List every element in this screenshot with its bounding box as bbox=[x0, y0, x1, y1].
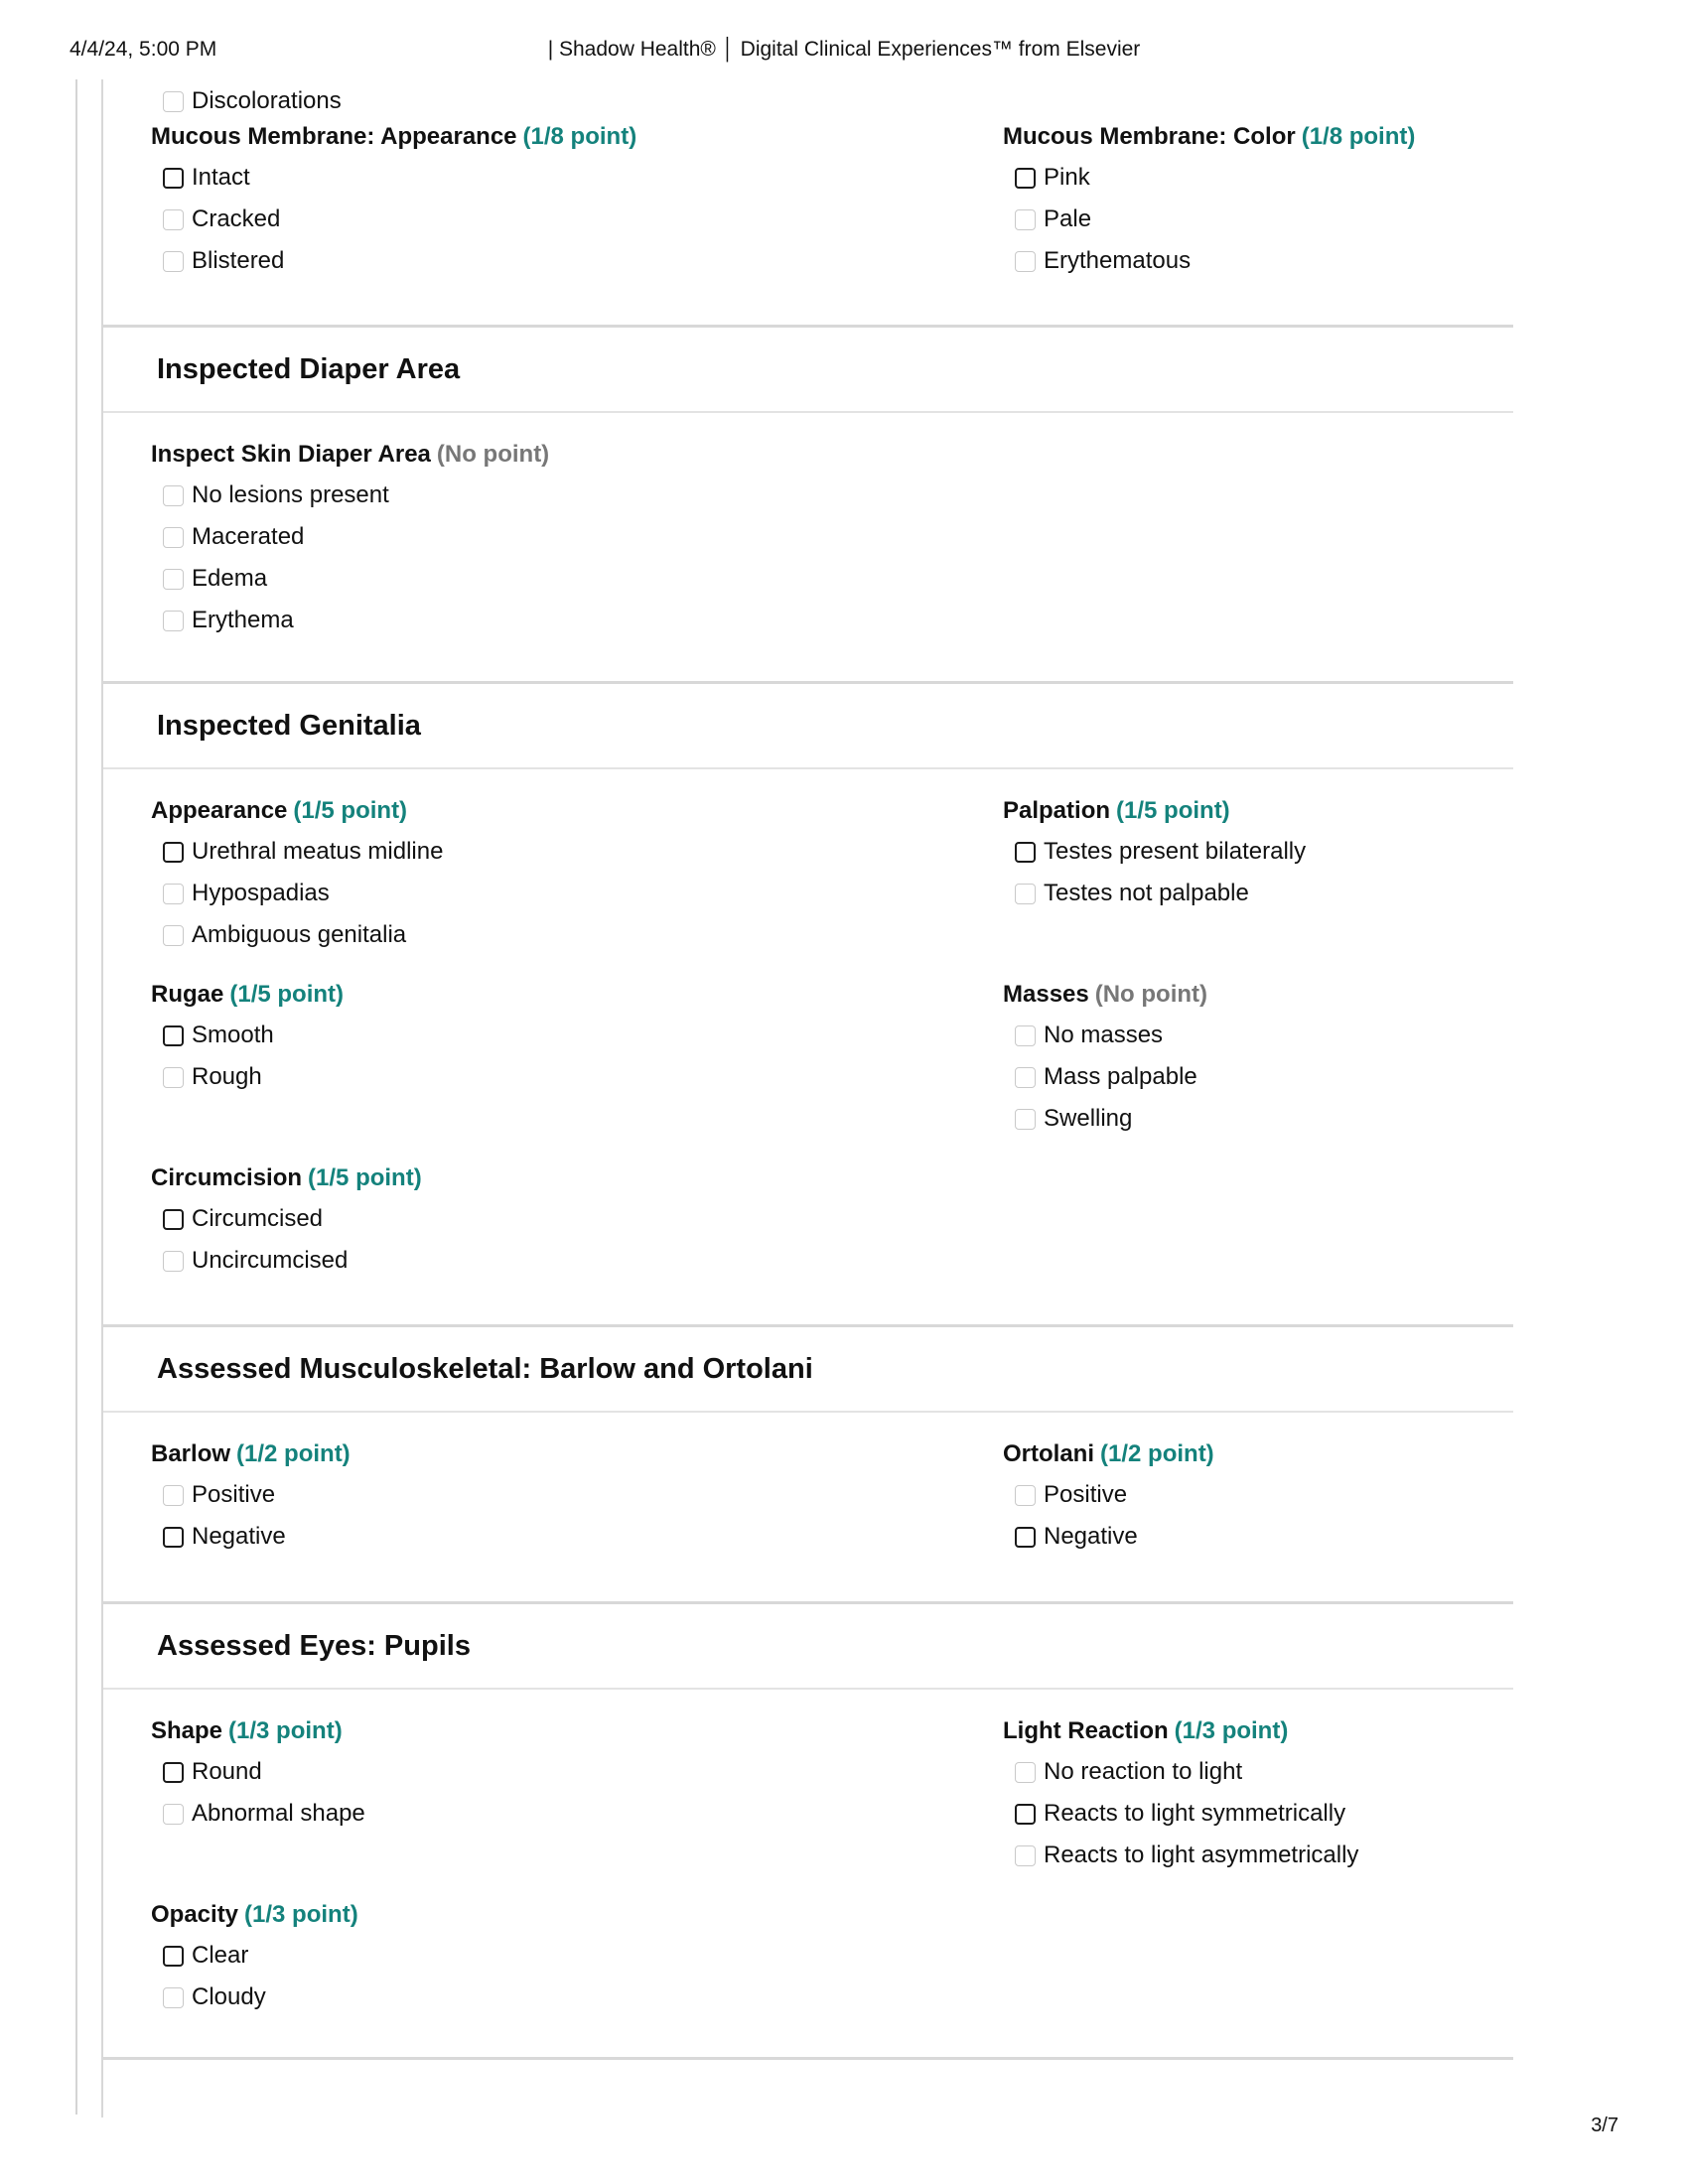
checkbox-option[interactable] bbox=[1015, 1056, 1688, 1098]
section-title: Assessed Musculoskeletal: Barlow and Ortolani bbox=[157, 1352, 813, 1385]
question-label bbox=[151, 975, 866, 1015]
option-label: Swelling bbox=[1044, 1105, 1133, 1132]
checkbox-option[interactable] bbox=[163, 199, 866, 240]
question-label bbox=[151, 1895, 866, 1935]
checkbox-option[interactable] bbox=[1015, 1835, 1688, 1876]
question-masses bbox=[1003, 975, 1688, 1140]
checkbox-option[interactable] bbox=[1015, 1793, 1688, 1835]
points-badge: (1/3 point) bbox=[228, 1717, 343, 1744]
checkbox-icon[interactable] bbox=[163, 611, 184, 631]
option-label: Pale bbox=[1044, 205, 1092, 232]
checkbox-icon[interactable] bbox=[1015, 209, 1036, 230]
question-rugae bbox=[151, 975, 866, 1098]
checkbox-option[interactable] bbox=[1015, 1751, 1688, 1793]
question-title: Light Reaction bbox=[1003, 1717, 1169, 1744]
option-label: Circumcised bbox=[192, 1205, 324, 1232]
option-label: Macerated bbox=[192, 523, 305, 550]
checkbox-option[interactable] bbox=[163, 475, 866, 516]
checkbox-icon[interactable] bbox=[163, 1025, 184, 1046]
checkbox-option[interactable] bbox=[163, 600, 866, 641]
checkbox-option[interactable] bbox=[1015, 1098, 1688, 1140]
checkbox-option[interactable] bbox=[163, 1015, 866, 1056]
question-label bbox=[1003, 1711, 1688, 1751]
option-label: Round bbox=[192, 1758, 262, 1785]
question-mucous-appearance bbox=[151, 117, 866, 282]
checkbox-icon[interactable] bbox=[163, 527, 184, 548]
checkbox-icon[interactable] bbox=[1015, 1025, 1036, 1046]
checkbox-option[interactable] bbox=[1015, 240, 1688, 282]
question-palpation bbox=[1003, 791, 1688, 914]
option-label: Rough bbox=[192, 1063, 262, 1090]
section-musculoskeletal bbox=[101, 1324, 1513, 1605]
option-label: Blistered bbox=[192, 247, 285, 274]
option-label: Pink bbox=[1044, 164, 1090, 191]
checkbox-icon[interactable] bbox=[163, 1485, 184, 1506]
checkbox-option[interactable] bbox=[163, 1793, 866, 1835]
checkbox-option[interactable] bbox=[163, 1935, 866, 1977]
checkbox-option[interactable] bbox=[163, 1198, 866, 1240]
checkbox-icon[interactable] bbox=[1015, 1109, 1036, 1130]
question-barlow bbox=[151, 1434, 866, 1558]
question-label bbox=[1003, 117, 1688, 157]
points-badge: (1/3 point) bbox=[1174, 1717, 1289, 1744]
option-label: Abnormal shape bbox=[192, 1800, 365, 1827]
option-label: Positive bbox=[1044, 1481, 1128, 1508]
checkbox-option[interactable] bbox=[163, 831, 866, 873]
section-title: Assessed Eyes: Pupils bbox=[157, 1629, 471, 1662]
section-genitalia bbox=[101, 681, 1513, 1324]
question-label bbox=[1003, 1434, 1688, 1474]
option-label: Negative bbox=[1044, 1523, 1138, 1550]
points-badge: (1/5 point) bbox=[308, 1164, 422, 1191]
checkbox-option[interactable] bbox=[163, 873, 866, 914]
checkbox-option[interactable] bbox=[1015, 1474, 1688, 1516]
question-title: Barlow bbox=[151, 1440, 231, 1467]
checkbox-icon[interactable] bbox=[163, 209, 184, 230]
option-label: Hypospadias bbox=[192, 880, 330, 906]
checkbox-icon[interactable] bbox=[163, 1209, 184, 1230]
checkbox-option[interactable] bbox=[163, 1056, 866, 1098]
option-label: No reaction to light bbox=[1044, 1758, 1243, 1785]
checkbox-icon[interactable] bbox=[163, 251, 184, 272]
question-label bbox=[1003, 791, 1688, 831]
option-label: Cracked bbox=[192, 205, 281, 232]
question-title: Mucous Membrane: Appearance bbox=[151, 123, 517, 150]
checkbox-icon[interactable] bbox=[1015, 251, 1036, 272]
checkbox-icon[interactable] bbox=[163, 168, 184, 189]
question-skin-diaper-area bbox=[151, 435, 866, 641]
question-title: Inspect Skin Diaper Area bbox=[151, 441, 431, 468]
section-next-partial bbox=[101, 2057, 1513, 2117]
checkbox-icon[interactable] bbox=[1015, 1804, 1036, 1825]
checkbox-option[interactable] bbox=[163, 1240, 866, 1282]
question-light-reaction bbox=[1003, 1711, 1688, 1876]
question-title: Palpation bbox=[1003, 797, 1111, 824]
checkbox-icon[interactable] bbox=[163, 569, 184, 590]
checkbox-option[interactable] bbox=[1015, 199, 1688, 240]
page-title: | Shadow Health® │ Digital Clinical Experiences™ from Elsevier bbox=[547, 38, 1141, 61]
question-title: Circumcision bbox=[151, 1164, 303, 1191]
option-label: Edema bbox=[192, 565, 268, 592]
question-circumcision bbox=[151, 1159, 866, 1282]
outer-border bbox=[75, 79, 77, 2115]
question-title: Opacity bbox=[151, 1901, 239, 1928]
points-badge: (No point) bbox=[1094, 981, 1208, 1008]
checkbox-icon[interactable] bbox=[1015, 1485, 1036, 1506]
option-label: Intact bbox=[192, 164, 250, 191]
question-title: Masses bbox=[1003, 981, 1089, 1008]
question-opacity bbox=[151, 1895, 866, 2018]
checkbox-option[interactable] bbox=[1015, 157, 1688, 199]
checkbox-option[interactable] bbox=[163, 558, 866, 600]
checkbox-option[interactable] bbox=[1015, 1015, 1688, 1056]
checkbox-option[interactable] bbox=[163, 157, 866, 199]
checkbox-icon[interactable] bbox=[163, 1527, 184, 1548]
checkbox-icon[interactable] bbox=[1015, 1067, 1036, 1088]
option-label: Discolorations bbox=[192, 87, 342, 114]
checkbox-option[interactable] bbox=[163, 1751, 866, 1793]
checkbox-icon[interactable] bbox=[163, 1946, 184, 1967]
checkbox-icon[interactable] bbox=[1015, 168, 1036, 189]
option-label: Negative bbox=[192, 1523, 286, 1550]
section-continuation bbox=[101, 79, 1513, 328]
question-label bbox=[151, 117, 866, 157]
question-label bbox=[151, 1159, 866, 1198]
section-title: Inspected Genitalia bbox=[157, 709, 421, 742]
option-label: Testes present bilaterally bbox=[1044, 838, 1307, 865]
question-mucous-color bbox=[1003, 117, 1688, 282]
option-label: Positive bbox=[192, 1481, 276, 1508]
section-header bbox=[103, 684, 1513, 769]
option-label: Erythematous bbox=[1044, 247, 1192, 274]
checkbox-option[interactable] bbox=[1015, 831, 1688, 873]
section-diaper-area bbox=[101, 325, 1513, 685]
checkbox-icon[interactable] bbox=[163, 1251, 184, 1272]
option-label: Cloudy bbox=[192, 1983, 266, 2010]
checkbox-option[interactable] bbox=[163, 516, 866, 558]
option-label: No masses bbox=[1044, 1022, 1164, 1048]
checkbox-option[interactable] bbox=[1015, 1516, 1688, 1558]
question-label bbox=[151, 791, 866, 831]
question-label bbox=[1003, 975, 1688, 1015]
section-title: Inspected Diaper Area bbox=[157, 352, 461, 385]
option-label: Erythema bbox=[192, 607, 294, 633]
points-badge: (1/2 point) bbox=[236, 1440, 351, 1467]
option-label: No lesions present bbox=[192, 481, 389, 508]
checkbox-icon[interactable] bbox=[163, 925, 184, 946]
checkbox-option[interactable] bbox=[163, 1977, 866, 2018]
section-header bbox=[103, 328, 1513, 413]
checkbox-icon[interactable] bbox=[163, 91, 184, 112]
points-badge: (No point) bbox=[436, 441, 550, 468]
checkbox-option[interactable] bbox=[163, 914, 866, 956]
option-label: Ambiguous genitalia bbox=[192, 921, 407, 948]
points-badge: (1/8 point) bbox=[522, 123, 637, 150]
option-label: Uncircumcised bbox=[192, 1247, 349, 1274]
checkbox-icon[interactable] bbox=[163, 485, 184, 506]
section-eyes-pupils bbox=[101, 1601, 1513, 2061]
checkbox-icon[interactable] bbox=[163, 884, 184, 904]
option-label: Mass palpable bbox=[1044, 1063, 1197, 1090]
checkbox-option[interactable] bbox=[163, 1474, 866, 1516]
checkbox-option[interactable] bbox=[1015, 873, 1688, 914]
option-label: Reacts to light asymmetrically bbox=[1044, 1842, 1359, 1868]
points-badge: (1/5 point) bbox=[1116, 797, 1230, 824]
question-appearance bbox=[151, 791, 866, 956]
checkbox-option[interactable] bbox=[163, 1516, 866, 1558]
checkbox-icon[interactable] bbox=[1015, 1762, 1036, 1783]
section-header bbox=[103, 1604, 1513, 1690]
question-title: Ortolani bbox=[1003, 1440, 1095, 1467]
question-label bbox=[151, 435, 866, 475]
option-label: Urethral meatus midline bbox=[192, 838, 444, 865]
question-title: Mucous Membrane: Color bbox=[1003, 123, 1296, 150]
checkbox-icon[interactable] bbox=[163, 1067, 184, 1088]
points-badge: (1/5 point) bbox=[229, 981, 345, 1008]
question-title: Shape bbox=[151, 1717, 223, 1744]
question-label bbox=[151, 1434, 866, 1474]
option-label: Smooth bbox=[192, 1022, 274, 1048]
checkbox-option[interactable] bbox=[163, 240, 866, 282]
checkbox-icon[interactable] bbox=[1015, 842, 1036, 863]
checkbox-icon[interactable] bbox=[163, 1762, 184, 1783]
checkbox-icon[interactable] bbox=[1015, 1527, 1036, 1548]
option-label: Clear bbox=[192, 1942, 249, 1969]
question-title: Appearance bbox=[151, 797, 288, 824]
checkbox-icon[interactable] bbox=[1015, 884, 1036, 904]
points-badge: (1/2 point) bbox=[1100, 1440, 1214, 1467]
option-label: Reacts to light symmetrically bbox=[1044, 1800, 1346, 1827]
points-badge: (1/8 point) bbox=[1301, 123, 1416, 150]
checkbox-icon[interactable] bbox=[1015, 1845, 1036, 1866]
checkbox-option[interactable] bbox=[163, 80, 342, 122]
question-ortolani bbox=[1003, 1434, 1688, 1558]
checkbox-icon[interactable] bbox=[163, 1804, 184, 1825]
points-badge: (1/3 point) bbox=[244, 1901, 358, 1928]
question-label bbox=[151, 1711, 866, 1751]
print-date: 4/4/24, 5:00 PM bbox=[70, 38, 217, 61]
option-label: Testes not palpable bbox=[1044, 880, 1249, 906]
checkbox-icon[interactable] bbox=[163, 1987, 184, 2008]
section-header bbox=[103, 1327, 1513, 1413]
question-title: Rugae bbox=[151, 981, 224, 1008]
points-badge: (1/5 point) bbox=[293, 797, 408, 824]
question-shape bbox=[151, 1711, 866, 1835]
page-number: 3/7 bbox=[1591, 2115, 1618, 2136]
checkbox-icon[interactable] bbox=[163, 842, 184, 863]
